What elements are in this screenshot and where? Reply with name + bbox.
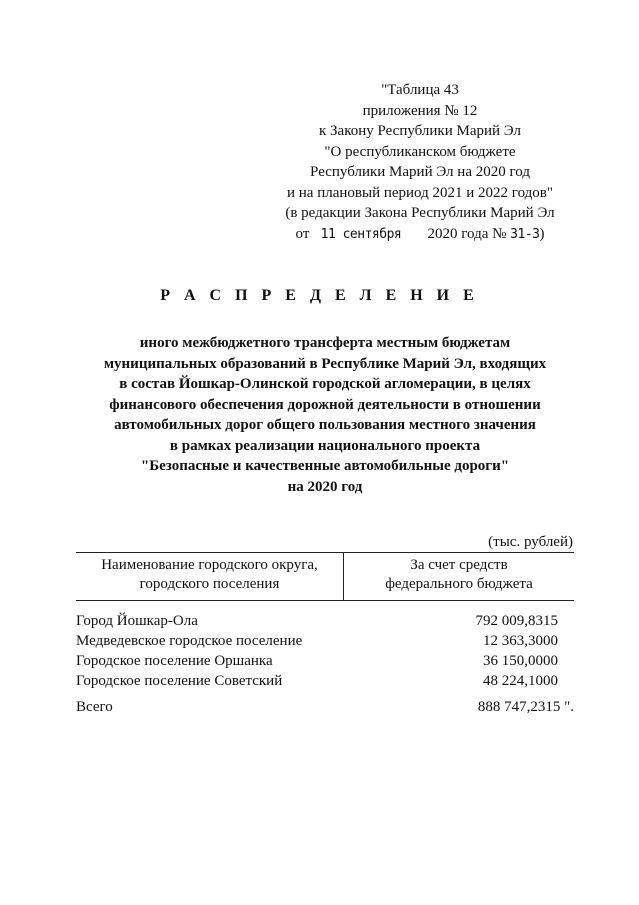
table-row <box>76 631 574 651</box>
header-date-line <box>270 224 570 246</box>
row-value: 48 224,1000 <box>483 673 558 689</box>
subtitle-line: финансового обеспечения дорожной деятельности в отношении <box>109 396 541 413</box>
header-line: "Таблица 43 <box>381 82 459 98</box>
header-line: приложения № 12 <box>362 102 478 119</box>
total-value: 888 747,2315 ". <box>477 699 574 715</box>
column-header-federal-budget <box>344 553 574 600</box>
row-value: 792 009,8315 <box>475 613 558 629</box>
law-number-handwritten: 31-З <box>510 226 540 242</box>
header-text: федерального бюджета <box>385 576 533 592</box>
table-body <box>76 611 574 717</box>
document-subtitle <box>60 333 590 497</box>
table-row <box>76 651 574 671</box>
subtitle-line: автомобильных дорог общего пользования местного значения <box>114 417 536 433</box>
table-row <box>76 611 574 631</box>
date-year: 2020 года № <box>427 225 507 242</box>
header-line: (в редакции Закона Республики Марий Эл <box>285 205 555 221</box>
row-name: Городское поселение Советский <box>76 673 283 689</box>
header-text: Наименование городского округа, <box>101 557 318 573</box>
units-label: (тыс. рублей) <box>488 534 573 550</box>
column-header-municipality <box>76 553 344 600</box>
subtitle-line: муниципальных образований в Республике Марий Эл, входящих <box>103 355 547 372</box>
row-value: 12 363,3000 <box>483 633 558 649</box>
header-text: городского поселения <box>139 576 280 592</box>
header-line: Республики Марий Эл на 2020 год <box>310 164 530 180</box>
row-name: Городское поселение Оршанка <box>76 653 273 669</box>
header-line: и на плановый период 2021 и 2022 годов" <box>287 184 553 201</box>
closing-paren: ) <box>539 225 545 242</box>
table-header <box>76 552 574 601</box>
header-line: "О республиканском бюджете <box>324 143 516 160</box>
document-title: Р А С П Р Е Д Е Л Е Н И Е <box>160 287 479 304</box>
header-text: За счет средств <box>410 557 508 573</box>
distribution-table <box>76 552 574 717</box>
table-total-row <box>76 697 574 717</box>
subtitle-line: на 2020 год <box>287 478 363 495</box>
row-value: 36 150,0000 <box>483 653 558 669</box>
subtitle-line: в состав Йошкар-Олинской городской агломерации, в целях <box>119 376 531 392</box>
subtitle-line: "Безопасные и качественные автомобильные дороги" <box>140 458 510 474</box>
date-handwritten: 11 сентября <box>320 226 402 242</box>
row-name: Город Йошкар-Ола <box>76 613 198 629</box>
table-row <box>76 671 574 691</box>
appendix-header <box>270 80 570 245</box>
date-prefix: от <box>295 225 310 242</box>
subtitle-line: в рамках реализации национального проекта <box>169 437 481 454</box>
header-line: к Закону Республики Марий Эл <box>318 123 521 139</box>
total-label: Всего <box>76 699 113 715</box>
subtitle-line: иного межбюджетного трансферта местным бюджетам <box>139 335 511 351</box>
row-name: Медведевское городское поселение <box>76 633 303 649</box>
